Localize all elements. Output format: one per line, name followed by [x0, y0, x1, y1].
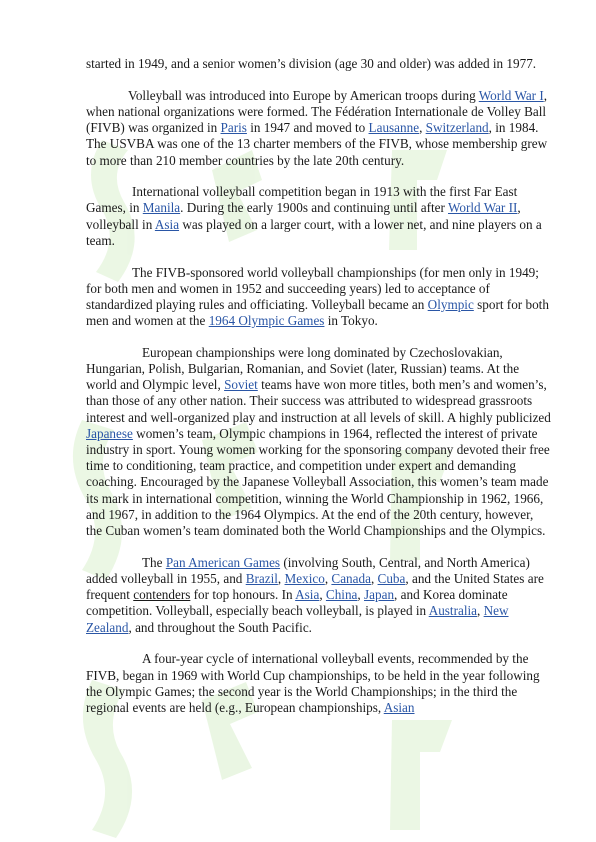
link-new-zealand[interactable]: New Zealand	[86, 603, 509, 635]
text-run: ,	[419, 120, 426, 136]
link-lausanne[interactable]: Lausanne	[368, 120, 420, 136]
text-run: . During the early 1900s and continuing until after	[180, 200, 448, 216]
link-asia[interactable]: Asia	[154, 216, 180, 232]
link-canada[interactable]: Canada	[331, 570, 371, 586]
text-run: sport for both men and women at the	[86, 296, 549, 329]
link-world-war-i[interactable]: World War I	[478, 87, 544, 103]
text-run: ,	[324, 570, 332, 586]
text-run: Volleyball was introduced into Europe by American troops during	[128, 87, 479, 103]
link-japanese[interactable]: Japanese	[86, 425, 133, 441]
paragraph-european-championships	[86, 345, 552, 539]
link-australia[interactable]: Australia	[428, 603, 478, 619]
text-run: for top honours. In	[190, 587, 296, 603]
text-run: , in 1984. The USVBA was one of the 13 charter members of the FIVB, whose membership grew to more than 210 member countries by the late 20th century.	[86, 120, 548, 168]
text-run: in 1947 and moved to	[246, 120, 369, 136]
underlined-text: contenders	[133, 587, 191, 603]
text-run: International volleyball competition began in 1913 with the first Far East Games, in	[86, 184, 518, 216]
link-switzerland[interactable]: Switzerland	[425, 120, 489, 136]
text-run: A four-year cycle of international volleyball events, recommended by the FIVB, began in 1969 with World Cup championships, to be held in the year following the Olympic Games; the second year is the World Championships; in the third the regional events are held (e.g., European championships,	[86, 651, 540, 715]
text-run: , and Korea dominate competition. Volleyball, especially beach volleyball, is played in	[86, 587, 508, 619]
paragraph-international	[86, 184, 552, 249]
link-china[interactable]: China	[325, 587, 358, 603]
link-pan-american-games[interactable]: Pan American Games	[165, 554, 281, 570]
link-japan[interactable]: Japan	[364, 587, 395, 603]
link-paris[interactable]: Paris	[220, 120, 247, 136]
text-run: ,	[277, 570, 285, 586]
paragraph-fivb-championships	[86, 265, 552, 330]
link-mexico[interactable]: Mexico	[284, 570, 325, 586]
text-run: , when national organizations were formed. The Fédération Internationale de Volley Ball (FIVB) was organized in	[86, 87, 548, 136]
text-run: The FIVB-sponsored world volleyball championships (for men only in 1949; for both men and women in 1952 and succeeding years) led to acceptance of standardized playing rules and officiating. Volleyball became an	[86, 264, 539, 312]
text-run: ,	[319, 587, 326, 603]
text-run: , and throughout the South Pacific.	[128, 619, 312, 635]
text-run: was played on a larger court, with a lower net, and nine players on a team.	[86, 216, 542, 248]
text-run: European championships were long dominated by Czechoslovakian, Hungarian, Polish, Bulgarian, Romanian, and Soviet (later, Russian) teams. At the world and Olympic level,	[86, 344, 520, 393]
document-body	[86, 56, 552, 732]
paragraph-intro	[86, 56, 552, 72]
paragraph-pan-american	[86, 555, 552, 636]
link-soviet[interactable]: Soviet	[224, 377, 258, 393]
text-run: The	[142, 554, 166, 570]
link-1964-olympic-games[interactable]: 1964 Olympic Games	[208, 313, 325, 329]
text-run: ,	[477, 603, 484, 619]
text-run: women’s team, Olympic champions in 1964, reflected the interest of private industry in sport. Young women working for the sponsoring company devoted their free time to conditioning, team practice, and competition under expert and demanding coaching. Encouraged by the Japanese Volleyball Association, this women’s team made its mark in international competition, winning the World Championship in 1962, 1966, and 1967, in addition to the 1964 Olympics. At the end of the 20th century, however, the Cuban women’s team dominated both the World Championships and the Olympics.	[86, 425, 550, 539]
link-manila[interactable]: Manila	[142, 200, 181, 216]
text-run: in Tokyo.	[324, 313, 378, 329]
text-run: started in 1949, and a senior women’s division (age 30 and older) was added in 1977.	[86, 56, 537, 71]
link-asian[interactable]: Asian	[383, 699, 415, 715]
paragraph-europe	[86, 88, 552, 169]
text-run: , and the United States are frequent	[86, 570, 544, 603]
link-brazil[interactable]: Brazil	[245, 570, 278, 586]
text-run: ,	[357, 587, 365, 603]
text-run: (involving South, Central, and North America) added volleyball in 1955, and	[86, 554, 530, 586]
text-run: ,	[370, 570, 378, 586]
link-olympic[interactable]: Olympic	[427, 296, 474, 312]
text-run: , volleyball in	[86, 200, 521, 232]
link-world-war-ii[interactable]: World War II	[448, 200, 518, 216]
text-run: teams have won more titles, both men’s and women’s, than those of any other nation. Their success was attributed to widespread grassroots interest and well-organized play and instruction at all levels of skill. A highly publicized	[86, 377, 551, 425]
link-asia[interactable]: Asia	[295, 587, 320, 603]
paragraph-four-year-cycle	[86, 651, 552, 716]
link-cuba[interactable]: Cuba	[377, 570, 406, 586]
